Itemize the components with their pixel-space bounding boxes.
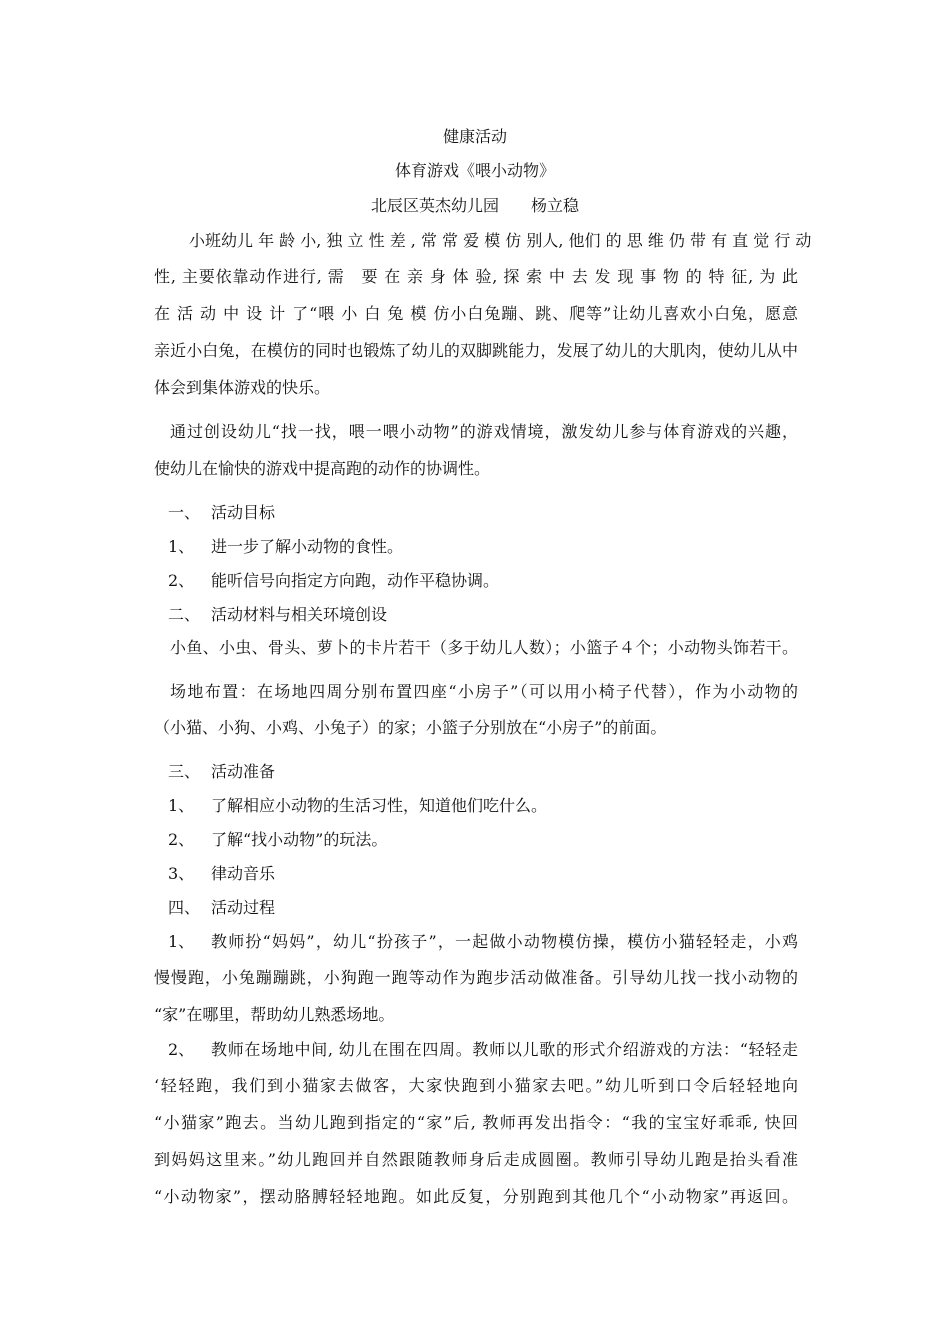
- section-number: 二、: [168, 605, 201, 624]
- step-line: 教师扮“妈妈”，幼儿“扮孩子”，一起做小动物模仿操，模仿小猫轻轻走，小鸡: [211, 932, 798, 951]
- step-line: 慢慢跑，小兔蹦蹦跳，小狗跑一跑等动作为跑步活动做准备。引导幼儿找一找小动物的: [154, 968, 798, 987]
- section-heading: 活动目标: [211, 503, 276, 522]
- intro-line: 小班幼儿 年 龄 小, 独 立 性 差 , 常 常 爱 模 仿 别人, 他们 的 思 维 仍 带 有 直 觉 行 动: [189, 231, 812, 250]
- item-number: 1、: [168, 537, 195, 556]
- step-line: ‘轻轻跑，我们到小猫家去做客，大家快跑到小猫家去吧。”幼儿听到口令后轻轻地向: [154, 1076, 798, 1095]
- step-number: 1、: [168, 932, 195, 951]
- intro-line: 体会到集体游戏的快乐。: [154, 378, 331, 397]
- prep-item: 律动音乐: [211, 864, 276, 883]
- venue-line: 场地布置：在场地四周分别布置四座“小房子”（可以用小椅子代替），作为小动物的: [170, 682, 798, 701]
- purpose-line: 使幼儿在愉快的游戏中提高跑的动作的协调性。: [154, 459, 491, 478]
- intro-line: 在 活 动 中 设 计 了“喂 小 白 兔 模 仿小白兔蹦、跳、爬等”让幼儿喜欢小白兔，愿意: [154, 304, 798, 323]
- item-number: 1、: [168, 796, 195, 815]
- section-number: 三、: [168, 762, 201, 781]
- materials-text: 小鱼、小虫、骨头、萝卜的卡片若干（多于幼儿人数）；小篮子４个；小动物头饰若干。: [170, 638, 798, 657]
- intro-line: 亲近小白兔，在模仿的同时也锻炼了幼儿的双脚跳能力，发展了幼儿的大肌肉，使幼儿从中: [154, 341, 798, 360]
- section-number: 一、: [168, 503, 201, 522]
- section-heading: 活动过程: [211, 898, 276, 917]
- step-line: 到妈妈这里来。”幼儿跑回并自然跟随教师身后走成圆圈。教师引导幼儿跑是抬头看准: [154, 1150, 798, 1169]
- item-number: 2、: [168, 571, 195, 590]
- prep-item: 了解“找小动物”的玩法。: [211, 830, 388, 849]
- intro-line: 性, 主要依靠动作进行, 需 要 在 亲 身 体 验, 探 索 中 去 发 现 事 物 的 特 征, 为 此: [154, 267, 798, 286]
- activity-title: 体育游戏《喂小动物》: [394, 161, 555, 180]
- section-number: 四、: [168, 898, 201, 917]
- prep-item: 了解相应小动物的生活习性，知道他们吃什么。: [211, 796, 548, 815]
- step-line: 教师在场地中间, 幼儿在围在四周。教师以儿歌的形式介绍游戏的方法：“轻轻走: [211, 1040, 798, 1059]
- step-line: “家”在哪里，帮助幼儿熟悉场地。: [154, 1005, 395, 1024]
- step-line: “小动物家”，摆动胳膊轻轻地跑。如此反复，分别跑到其他几个“小动物家”再返回。: [154, 1187, 798, 1206]
- goal-item: 能听信号向指定方向跑，动作平稳协调。: [211, 571, 500, 590]
- item-number: 2、: [168, 830, 195, 849]
- section-heading: 活动材料与相关环境创设: [211, 605, 388, 624]
- item-number: 3、: [168, 864, 195, 883]
- purpose-line: 通过创设幼儿“找一找，喂一喂小动物”的游戏情境，激发幼儿参与体育游戏的兴趣，: [170, 422, 798, 441]
- author-line: 北辰区英杰幼儿园 杨立稳: [370, 196, 579, 215]
- section-heading: 活动准备: [211, 762, 276, 781]
- step-line: “小猫家”跑去。当幼儿跑到指定的“家”后, 教师再发出指令：“我的宝宝好乖乖, 快回: [154, 1113, 798, 1132]
- goal-item: 进一步了解小动物的食性。: [211, 537, 404, 556]
- category-title: 健康活动: [442, 127, 507, 146]
- venue-line: （小猫、小狗、小鸡、小兔子）的家；小篮子分别放在“小房子”的前面。: [154, 718, 667, 737]
- step-number: 2、: [168, 1040, 195, 1059]
